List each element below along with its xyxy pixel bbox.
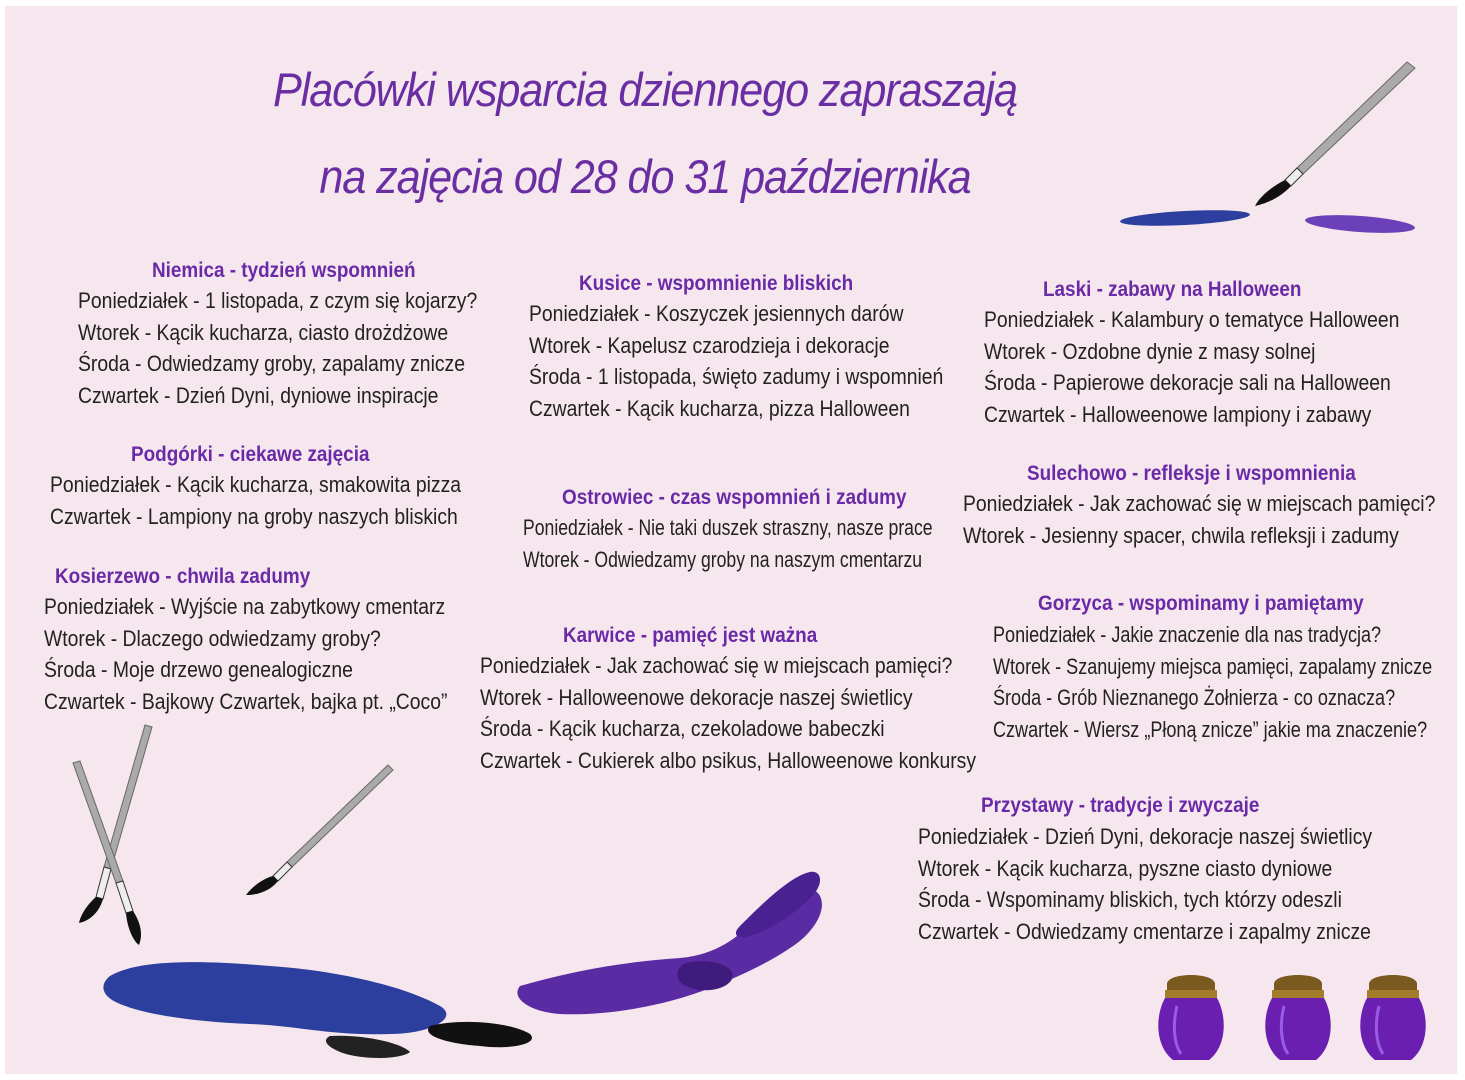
section-karwice-list: [480, 650, 1044, 776]
list-item: Środa - Moje drzewo genealogiczne: [44, 657, 353, 682]
section-gorzyca-list: [993, 619, 1457, 745]
list-item: Poniedziałek - Kalambury o tematyce Halloween: [984, 307, 1400, 332]
list-item: Wtorek - Kącik kucharza, ciasto drożdżowe: [78, 319, 449, 345]
title-line-2: na zajęcia od 28 do 31 października: [319, 150, 971, 203]
section-karwice: [563, 621, 845, 650]
title-line-1: Placówki wsparcia dziennego zapraszają: [273, 63, 1017, 116]
section-sulechowo-list: [963, 488, 1457, 551]
section-gorzyca: [1038, 589, 1400, 618]
section-heading: Sulechowo - refleksje i wspomnienia: [1027, 462, 1356, 485]
section-ostrowiec: [562, 483, 945, 512]
list-item: Czwartek - Halloweenowe lampiony i zabawy: [984, 401, 1372, 427]
list-item: Wtorek - Kapelusz czarodzieja i dekoracje: [529, 332, 890, 358]
section-podgorki-list: [50, 469, 517, 532]
section-niemica: [152, 256, 445, 285]
section-heading: Ostrowiec - czas wspomnień i zadumy: [562, 486, 907, 509]
list-item: Wtorek - Jesienny spacer, chwila refleksji i zadumy: [963, 522, 1399, 548]
section-laski: [1043, 275, 1330, 304]
section-niemica-list: [78, 285, 532, 411]
list-item: Środa - Grób Nieznanego Żołnierza - co oznacza?: [993, 685, 1396, 710]
section-przystawy-list: [918, 821, 1434, 947]
list-item: Wtorek - Ozdobne dynie z masy solnej: [984, 338, 1316, 364]
list-item: Wtorek - Szanujemy miejsca pamięci, zapalamy znicze: [993, 653, 1433, 679]
list-item: Środa - Papierowe dekoracje sali na Halloween: [984, 370, 1391, 395]
section-heading: Karwice - pamięć jest ważna: [563, 624, 818, 647]
section-heading: Podgórki - ciekawe zajęcia: [131, 443, 370, 466]
list-item: Wtorek - Dlaczego odwiedzamy groby?: [44, 625, 381, 651]
list-item: Czwartek - Wiersz „Płoną znicze” jakie ma znaczenie?: [993, 716, 1428, 742]
list-item: Środa - Odwiedzamy groby, zapalamy znicze: [78, 351, 466, 376]
list-item: Poniedziałek - Jakie znaczenie dla nas tradycja?: [993, 622, 1382, 647]
list-item: Czwartek - Kącik kucharza, pizza Halloween: [529, 395, 910, 421]
list-item: Wtorek - Kącik kucharza, pyszne ciasto dyniowe: [918, 855, 1333, 881]
list-item: Czwartek - Odwiedzamy cmentarze i zapalmy znicze: [918, 918, 1371, 944]
list-item: Poniedziałek - 1 listopada, z czym się kojarzy?: [78, 288, 478, 313]
section-podgorki: [131, 440, 396, 469]
list-item: Czwartek - Lampiony na groby naszych bliskich: [50, 503, 458, 529]
list-item: Czwartek - Dzień Dyni, dyniowe inspiracje: [78, 382, 439, 408]
list-item: Czwartek - Cukierek albo psikus, Halloweenowe konkursy: [480, 747, 977, 773]
grave-candle-icon: [1155, 966, 1227, 1066]
poster: [5, 6, 1457, 1074]
section-laski-list: [984, 304, 1456, 430]
list-item: Wtorek - Halloweenowe dekoracje naszej świetlicy: [480, 684, 913, 710]
paintbrush-icon: [1115, 56, 1435, 246]
section-kusice-list: [529, 298, 1000, 424]
list-item: Wtorek - Odwiedzamy groby na naszym cmentarzu: [523, 546, 923, 572]
list-item: Poniedziałek - Wyjście na zabytkowy cmentarz: [44, 594, 446, 619]
list-item: Środa - Kącik kucharza, czekoladowe babeczki: [480, 716, 885, 741]
list-item: Poniedziałek - Jak zachować się w miejscach pamięci?: [963, 491, 1436, 516]
section-kusice: [579, 269, 884, 298]
section-heading: Laski - zabawy na Halloween: [1043, 278, 1302, 301]
section-heading: Przystawy - tradycje i zwyczaje: [981, 794, 1260, 817]
section-kosierzewo-list: [44, 591, 502, 717]
grave-candle-icon: [1262, 966, 1334, 1066]
list-item: Czwartek - Bajkowy Czwartek, bajka pt. „Coco”: [44, 688, 448, 714]
list-item: Środa - 1 listopada, święto zadumy i wspomnień: [529, 364, 944, 389]
section-heading: Kosierzewo - chwila zadumy: [55, 565, 311, 588]
list-item: Poniedziałek - Dzień Dyni, dekoracje naszej świetlicy: [918, 824, 1373, 849]
section-ostrowiec-list: [523, 512, 1035, 575]
section-heading: Kusice - wspomnienie bliskich: [579, 272, 854, 295]
section-sulechowo: [1027, 459, 1392, 488]
paint-splash-icon: [100, 866, 980, 1074]
list-item: Środa - Wspominamy bliskich, tych którzy odeszli: [918, 887, 1342, 912]
list-item: Poniedziałek - Jak zachować się w miejscach pamięci?: [480, 653, 953, 678]
section-heading: Niemica - tydzień wspomnień: [152, 259, 416, 282]
list-item: Poniedziałek - Kącik kucharza, smakowita pizza: [50, 472, 462, 497]
grave-candle-icon: [1357, 966, 1429, 1066]
section-przystawy: [981, 791, 1290, 820]
section-kosierzewo: [55, 562, 339, 591]
list-item: Poniedziałek - Koszyczek jesiennych darów: [529, 301, 904, 326]
section-heading: Gorzyca - wspominamy i pamiętamy: [1038, 592, 1364, 615]
list-item: Poniedziałek - Nie taki duszek straszny, nasze prace: [523, 515, 933, 540]
